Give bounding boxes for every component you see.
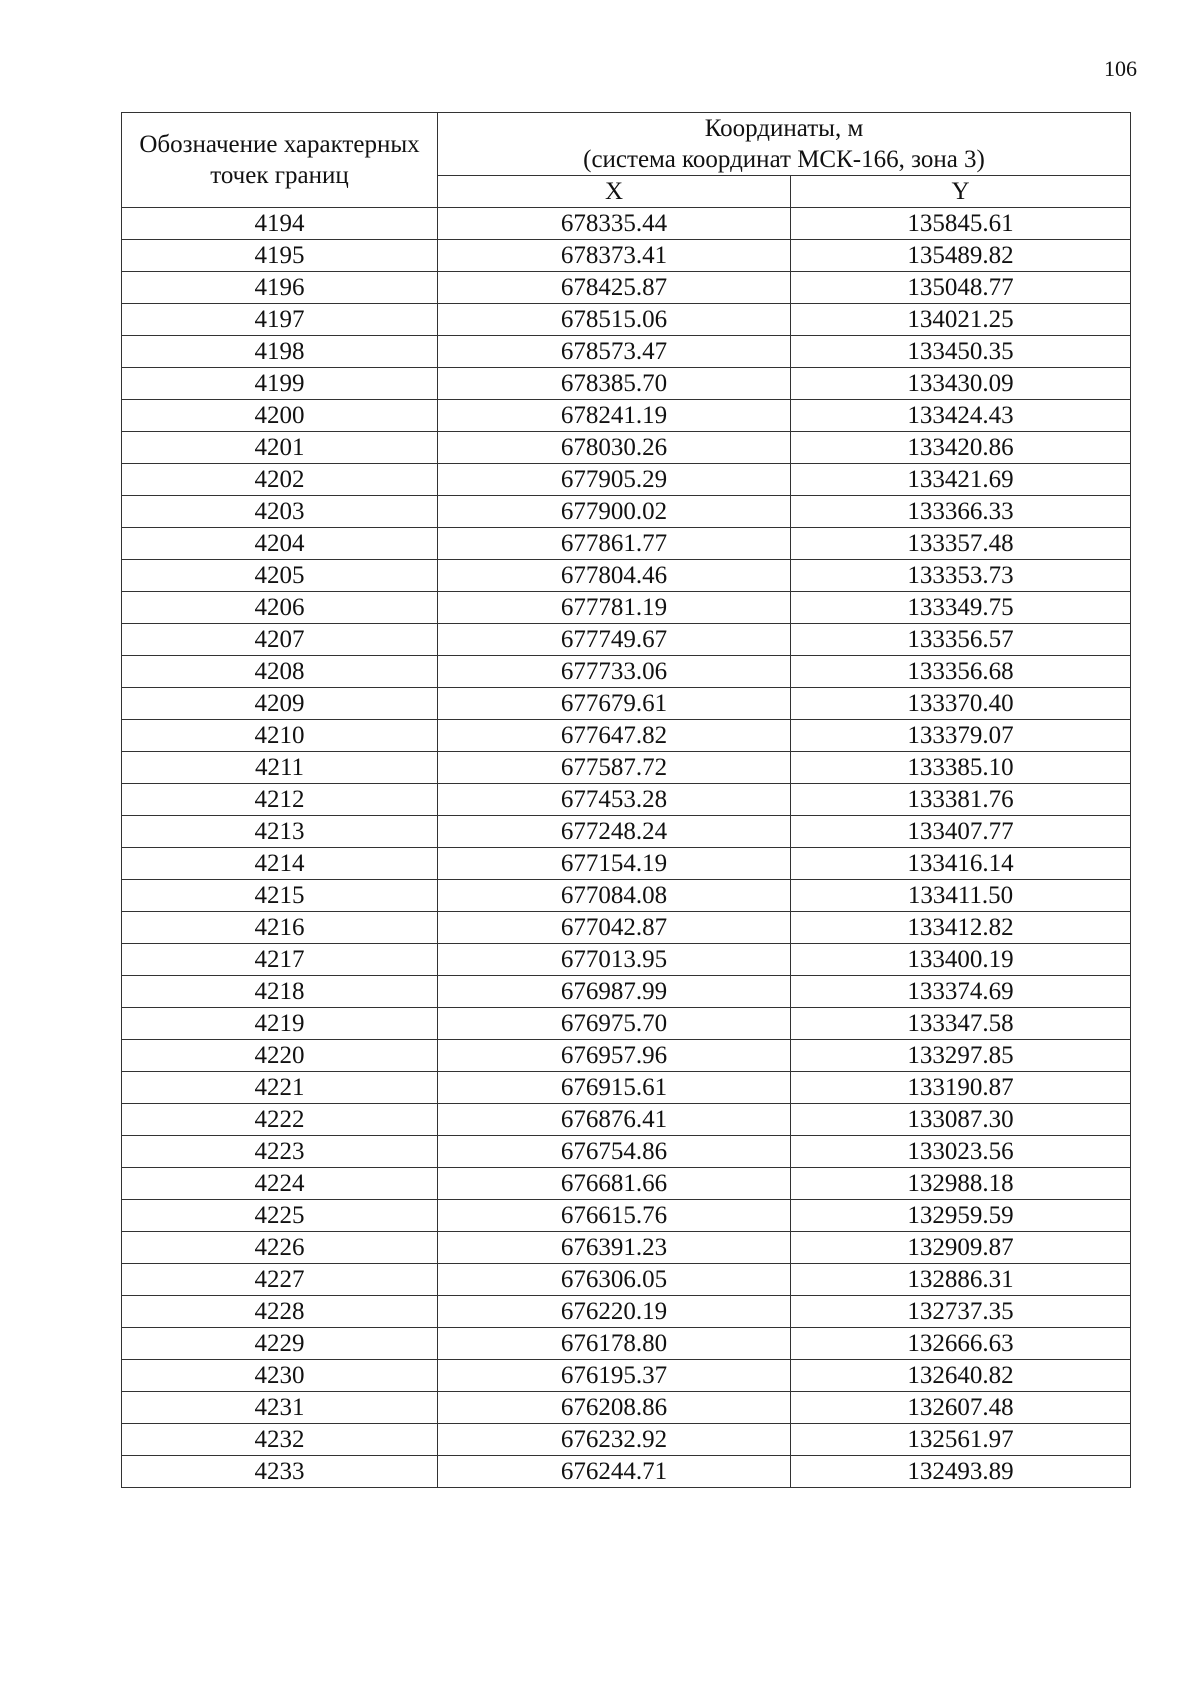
header-coordinates-group [438,113,1131,176]
cell-point-id: 4226 [122,1232,438,1264]
table-row [122,1168,1131,1200]
cell-point-id: 4194 [122,208,438,240]
cell-y: 132737.35 [791,1296,1131,1328]
header-x: X [438,176,791,208]
cell-y: 133450.35 [791,336,1131,368]
table-row [122,336,1131,368]
table-row [122,1104,1131,1136]
table-row [122,464,1131,496]
cell-point-id: 4227 [122,1264,438,1296]
table-row [122,688,1131,720]
table-row [122,1456,1131,1488]
cell-x: 676615.76 [438,1200,791,1232]
cell-x: 677733.06 [438,656,791,688]
coordinates-table [121,112,1131,1488]
cell-x: 677013.95 [438,944,791,976]
cell-point-id: 4198 [122,336,438,368]
cell-y: 133374.69 [791,976,1131,1008]
cell-x: 676208.86 [438,1392,791,1424]
cell-y: 133366.33 [791,496,1131,528]
header-point-designation: Обозначение характерных точек границ [122,113,438,208]
cell-x: 676232.92 [438,1424,791,1456]
cell-x: 678425.87 [438,272,791,304]
cell-x: 678373.41 [438,240,791,272]
cell-x: 676195.37 [438,1360,791,1392]
cell-x: 677781.19 [438,592,791,624]
cell-point-id: 4211 [122,752,438,784]
cell-y: 132959.59 [791,1200,1131,1232]
table-row [122,528,1131,560]
table-row [122,240,1131,272]
cell-x: 678335.44 [438,208,791,240]
header-y: Y [791,176,1131,208]
cell-x: 677248.24 [438,816,791,848]
cell-y: 135048.77 [791,272,1131,304]
cell-y: 133353.73 [791,560,1131,592]
cell-y: 133411.50 [791,880,1131,912]
table-row [122,432,1131,464]
cell-y: 133381.76 [791,784,1131,816]
table-row [122,1424,1131,1456]
cell-x: 678241.19 [438,400,791,432]
cell-x: 676178.80 [438,1328,791,1360]
cell-point-id: 4232 [122,1424,438,1456]
table-row [122,304,1131,336]
cell-x: 676876.41 [438,1104,791,1136]
cell-point-id: 4220 [122,1040,438,1072]
cell-x: 676391.23 [438,1232,791,1264]
cell-point-id: 4221 [122,1072,438,1104]
cell-y: 133356.57 [791,624,1131,656]
cell-x: 676681.66 [438,1168,791,1200]
cell-x: 677453.28 [438,784,791,816]
cell-point-id: 4213 [122,816,438,848]
table-row [122,624,1131,656]
cell-y: 132493.89 [791,1456,1131,1488]
cell-x: 677587.72 [438,752,791,784]
cell-y: 133385.10 [791,752,1131,784]
table-row [122,880,1131,912]
cell-point-id: 4205 [122,560,438,592]
cell-y: 133297.85 [791,1040,1131,1072]
cell-point-id: 4215 [122,880,438,912]
cell-y: 132909.87 [791,1232,1131,1264]
table-row [122,400,1131,432]
cell-x: 677905.29 [438,464,791,496]
table-row [122,944,1131,976]
table-row [122,656,1131,688]
cell-y: 133087.30 [791,1104,1131,1136]
header-coordinates-title: Координаты, м [704,115,864,142]
cell-x: 678573.47 [438,336,791,368]
cell-x: 677084.08 [438,880,791,912]
cell-point-id: 4231 [122,1392,438,1424]
cell-point-id: 4199 [122,368,438,400]
cell-point-id: 4204 [122,528,438,560]
cell-point-id: 4229 [122,1328,438,1360]
cell-point-id: 4196 [122,272,438,304]
table-row [122,1392,1131,1424]
cell-y: 135489.82 [791,240,1131,272]
cell-x: 677679.61 [438,688,791,720]
cell-point-id: 4233 [122,1456,438,1488]
cell-y: 133349.75 [791,592,1131,624]
cell-y: 132607.48 [791,1392,1131,1424]
cell-x: 676915.61 [438,1072,791,1104]
cell-point-id: 4197 [122,304,438,336]
cell-point-id: 4217 [122,944,438,976]
cell-y: 133430.09 [791,368,1131,400]
cell-y: 135845.61 [791,208,1131,240]
cell-point-id: 4195 [122,240,438,272]
cell-y: 133407.77 [791,816,1131,848]
table-row [122,368,1131,400]
table-row [122,1232,1131,1264]
table-row [122,1328,1131,1360]
cell-point-id: 4210 [122,720,438,752]
cell-point-id: 4201 [122,432,438,464]
table-header [122,113,1131,208]
cell-point-id: 4206 [122,592,438,624]
cell-x: 676244.71 [438,1456,791,1488]
cell-x: 677900.02 [438,496,791,528]
cell-y: 133190.87 [791,1072,1131,1104]
cell-x: 677042.87 [438,912,791,944]
cell-x: 676306.05 [438,1264,791,1296]
cell-y: 133357.48 [791,528,1131,560]
table-body [122,208,1131,1488]
cell-y: 133400.19 [791,944,1131,976]
cell-x: 677804.46 [438,560,791,592]
cell-y: 132988.18 [791,1168,1131,1200]
cell-y: 134021.25 [791,304,1131,336]
cell-point-id: 4212 [122,784,438,816]
cell-x: 676220.19 [438,1296,791,1328]
cell-point-id: 4208 [122,656,438,688]
cell-y: 133420.86 [791,432,1131,464]
cell-point-id: 4225 [122,1200,438,1232]
cell-y: 133421.69 [791,464,1131,496]
table-row [122,1296,1131,1328]
cell-point-id: 4200 [122,400,438,432]
cell-y: 132666.63 [791,1328,1131,1360]
table-row [122,784,1131,816]
cell-x: 676957.96 [438,1040,791,1072]
table-row [122,208,1131,240]
cell-x: 676975.70 [438,1008,791,1040]
cell-point-id: 4216 [122,912,438,944]
cell-point-id: 4209 [122,688,438,720]
page-number: 106 [1104,56,1137,81]
table-row [122,1008,1131,1040]
cell-x: 676987.99 [438,976,791,1008]
table-row [122,1200,1131,1232]
cell-point-id: 4228 [122,1296,438,1328]
cell-point-id: 4223 [122,1136,438,1168]
table-row [122,912,1131,944]
table-row [122,752,1131,784]
cell-y: 133379.07 [791,720,1131,752]
cell-point-id: 4214 [122,848,438,880]
table-row [122,816,1131,848]
cell-y: 133412.82 [791,912,1131,944]
table-row [122,496,1131,528]
cell-y: 133347.58 [791,1008,1131,1040]
cell-y: 133416.14 [791,848,1131,880]
cell-point-id: 4218 [122,976,438,1008]
cell-point-id: 4203 [122,496,438,528]
cell-y: 133424.43 [791,400,1131,432]
cell-point-id: 4219 [122,1008,438,1040]
table-row [122,592,1131,624]
cell-x: 678030.26 [438,432,791,464]
cell-point-id: 4207 [122,624,438,656]
cell-x: 677647.82 [438,720,791,752]
cell-point-id: 4222 [122,1104,438,1136]
cell-x: 678515.06 [438,304,791,336]
table-row [122,272,1131,304]
cell-point-id: 4202 [122,464,438,496]
table-row [122,1040,1131,1072]
table-row [122,848,1131,880]
cell-y: 133370.40 [791,688,1131,720]
cell-y: 133356.68 [791,656,1131,688]
cell-x: 677749.67 [438,624,791,656]
cell-y: 132640.82 [791,1360,1131,1392]
header-coordinates-system: (система координат МСК-166, зона 3) [583,146,985,173]
table-row [122,976,1131,1008]
table-row [122,560,1131,592]
cell-x: 677154.19 [438,848,791,880]
cell-x: 676754.86 [438,1136,791,1168]
cell-y: 133023.56 [791,1136,1131,1168]
table-row [122,1360,1131,1392]
table-row [122,1264,1131,1296]
cell-point-id: 4224 [122,1168,438,1200]
cell-x: 678385.70 [438,368,791,400]
table-row [122,1136,1131,1168]
cell-y: 132886.31 [791,1264,1131,1296]
table-row [122,720,1131,752]
cell-y: 132561.97 [791,1424,1131,1456]
table-row [122,1072,1131,1104]
cell-point-id: 4230 [122,1360,438,1392]
cell-x: 677861.77 [438,528,791,560]
